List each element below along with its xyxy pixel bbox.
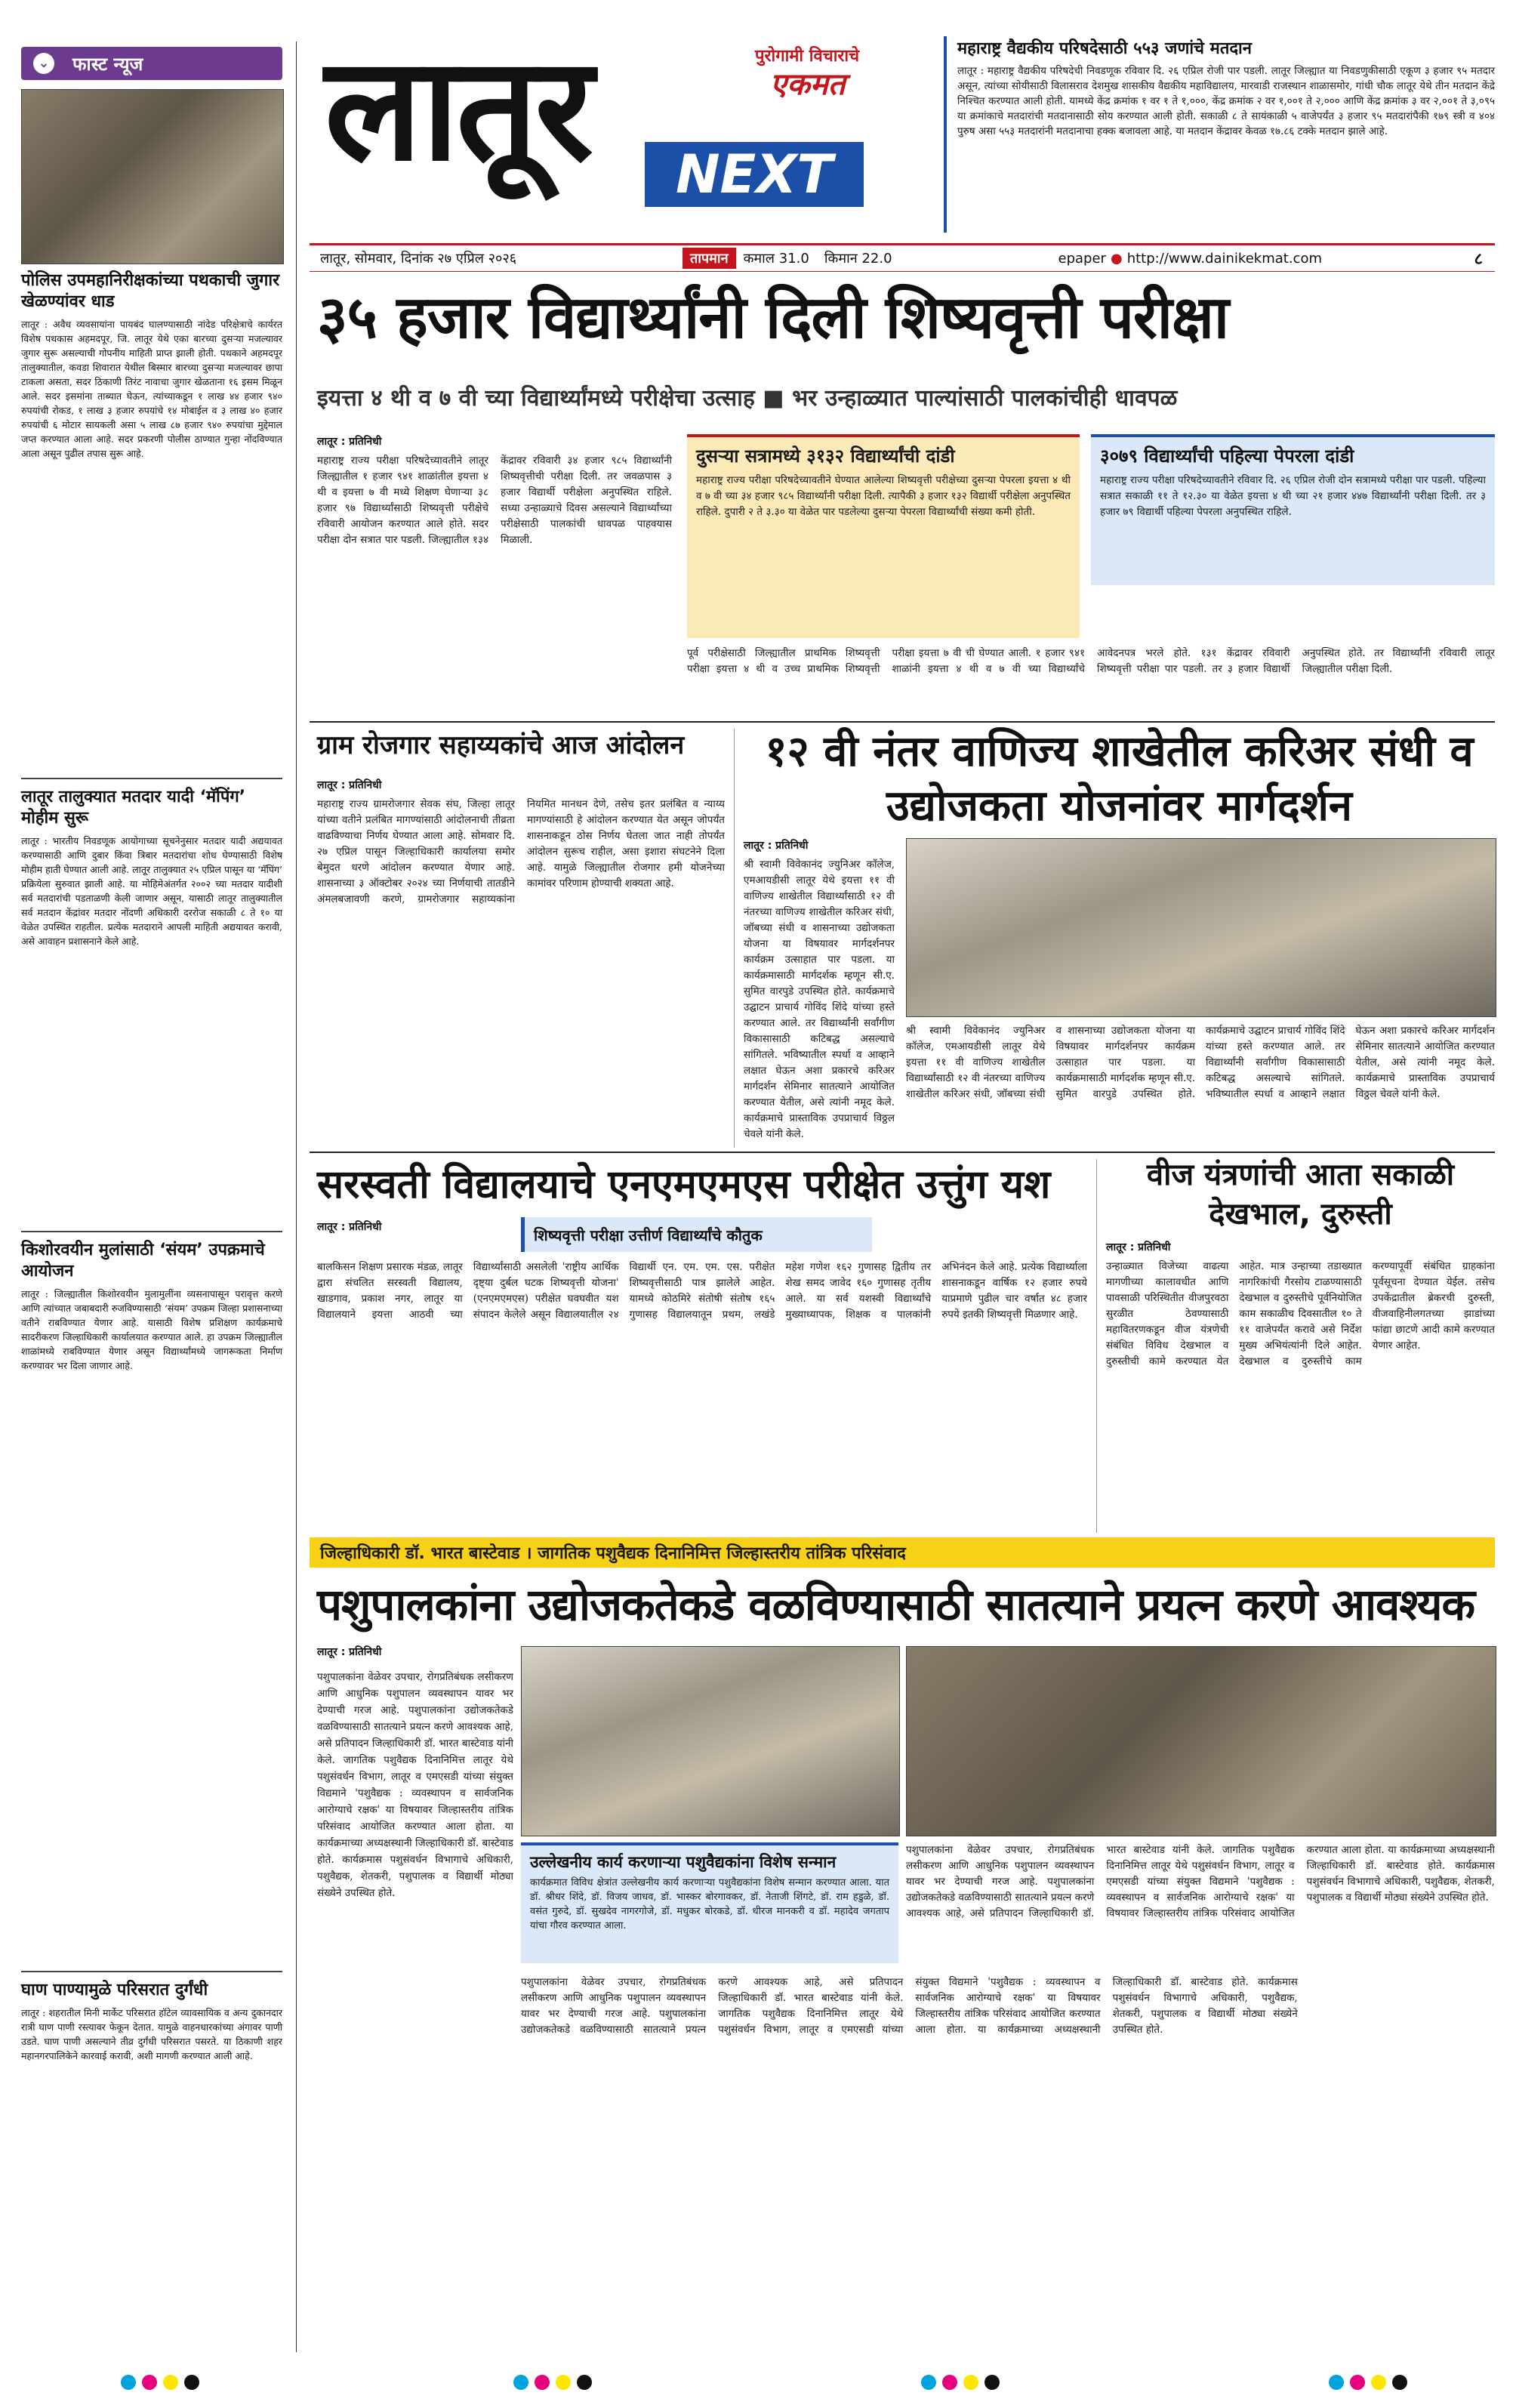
epaper-label: epaper — [1058, 250, 1106, 267]
vet-body: पशुपालकांना वेळेवर उपचार, रोगप्रतिबंधक लसीकरण आणि आधुनिक पशुपालन व्यवस्थापन यावर भर देण्याची गरज आहे. पशुपालकांना उद्योजकतेकडे वळविण्यासाठी सातत्याने प्रयत्न करणे आवश्यक आहे, असे प्रतिपादन जिल्हाधिकारी डॉ. भारत बास्टेवाड यांनी केले. जागतिक पशुवैद्यक दिनानिमित्त लातूर येथे पशुसंवर्धन विभाग, लातूर व एमएसडी यांच्या संयुक्त विद्यमाने 'पशुवैद्यक : व्यवस्थापन व सार्वजनिक आरोग्याचे रक्षक' या विषयावर जिल्हास्तरीय तांत्रिक परिसंवाद आयोजित करण्यात आला होता. या कार्यक्रमाच्या अध्यक्षस्थानी जिल्हाधिकारी डॉ. बास्टेवाड होते. कार्यक्रमास पशुसंवर्धन विभागाचे अधिकारी, पशुवैद्यक, शेतकरी, पशुपालक व विद्यार्थी मोठ्या संख्येने उपस्थित होते. — [521, 1976, 1298, 2036]
top-right-body: लातूर : महाराष्ट्र वैद्यकीय परिषदेची निवडणूक रविवार दि. २६ एप्रिल रोजी पार पडली. लातूर जिल्ह्यात या निवडणुकीसाठी एकूण ३ हजार ९५ मतदार असून, त्यांच्या सोयीसाठी विलासराव देशमुख शासकीय वैद्यकीय महाविद्यालय, मारवाडी राजस्थान शाळासमोर, गांधी चौक लातूर येथे तीन मतदान केंद्रे निश्चित करण्यात आली होती. यामध्ये केंद्र क्रमांक १ वर १ ते १,०००, केंद्र क्रमांक २ वर १,००१ ते २,००० आणि केंद्र क्रमांक ३ वर २,००१ ते ३,०९५ या क्रमांकाचे मतदारांची मतदानासाठी सोय करण्यात आली होती. सकाळी ८ ते सायंकाळी ५ वाजेपर्यंत ३ हजार ९५ मतदारांपैकी १७९ स्त्री व ४०४ पुरुष असा ५५३ मतदारांनी मतदानाचा हक्क बजावला आहे. या मतदान केंद्रावर केवळ १७.८६ टक्के मतदान झाले आहे. — [957, 65, 1495, 137]
section-divider — [310, 1152, 1495, 1153]
info-box-2 — [1091, 434, 1495, 585]
info-box-1-title: दुसऱ्या सत्रामध्ये ३१३२ विद्यार्थ्यांची दांडी — [696, 446, 955, 467]
saraswati-box-title: शिष्यवृत्ती परीक्षा उत्तीर्ण विद्यार्थ्यांचे कौतुक — [534, 1226, 763, 1244]
event-strip-text: जिल्हाधिकारी डॉ. भारत बास्टेवाड । जागतिक पशुवैद्यक दिनानिमित्त जिल्हास्तरीय तांत्रिक परिसंवाद — [320, 1544, 906, 1563]
column-rule — [1096, 1159, 1097, 1533]
sidebar-photo — [21, 89, 284, 264]
top-right-headline: महाराष्ट्र वैद्यकीय परिषदेसाठी ५५३ जणांचे मतदान — [957, 39, 1252, 58]
masthead-brand: एकमत — [770, 67, 846, 102]
main-story-body: महाराष्ट्र राज्य परीक्षा परिषदेच्यावतीने लातूर जिल्ह्यातील १ हजार ९४१ शाळांतील इयत्ता ४ थी व इयत्ता ७ वी मध्ये शिक्षण घेणाऱ्या ३८ हजार ९७ विद्यार्थ्यांसाठी शिष्यवृत्ती परीक्षेचे रविवारी आयोजन करण्यात आले होते. सदर परीक्षा दोन सत्रात पार पडली. जिल्ह्यातील १३४ केंद्रावर रविवारी ३४ हजार ९८५ विद्यार्थ्यांनी शिष्यवृत्तीची परीक्षा दिली. तर जवळपास ३ हजार विद्यार्थी परीक्षेला अनुपस्थित राहिले. सध्या उन्हाळ्याचे दिवस असल्याने विद्यार्थ्यांच्या परीक्षेसाठी पालकांची धावपळ पाहवयास मिळाली. — [317, 455, 672, 546]
sidebar-story-body: लातूर : भारतीय निवडणूक आयोगाच्या सूचनेनुसार मतदार यादी अद्ययावत करण्यासाठी आणि दुबार किंवा त्रिबार मतदारांचा शोध घेण्यासाठी विशेष मोहीम हाती घेण्यात आली आहे. लातूर तालुक्यात २५ एप्रिल पासून या ‘मॅपिंग’ प्रक्रियेला सुरुवात झाली आहे. या मोहिमेअंतर्गत २००२ च्या मतदार यादीशी सर्व मतदारांची पडताळणी केली जाणार असून, यासाठी लातूर तालुक्यातील सर्व मतदान केंद्रांवर मतदार नोंदणी अधिकारी दररोज सकाळी ८ ते १० या वेळेत उपस्थित राहतील. प्रत्येक मतदाराने आपली माहिती अद्ययावत करावी, असे आवाहन प्रशासनाने केले आहे. — [21, 835, 282, 947]
byline: लातूर : प्रतिनिधी — [317, 1221, 382, 1233]
sidebar-story-headline: पोलिस उपमहानिरीक्षकांच्या पथकाची जुगार खेळण्यांवर धाड — [21, 271, 280, 311]
sidebar-divider — [21, 1231, 282, 1232]
sidebar-story-body: लातूर : शहरातील मिनी मार्केट परिसरात हॉटेल व्यावसायिक व अन्य दुकानदार रात्री घाण पाणी रस्त्यावर फेकून देतात. यामुळे वाहनधारकांच्या अंगावर पाणी उडते. घाण पाणी असल्याने तीव्र दुर्गंधी परिसरात पसरते. या ठिकाणी शहर महानगरपालिकेने कारवाई करावी, अशी मागणी करण्यात आली आहे. — [21, 2007, 282, 2061]
top-right-story — [944, 36, 1495, 233]
vet-caption-body: कार्यक्रमात विविध क्षेत्रांत उल्लेखनीय कार्य करणाऱ्या पशुवैद्यकांना विशेष सन्मान करण्यात आला. यात डॉ. श्रीधर शिंदे, डॉ. विजय जाधव, डॉ. भास्कर बोरगावकर, डॉ. नेताजी शिंगटे, डॉ. राम हडुळे, डॉ. वसंत गुरुदे, डॉ. सुखदेव नागरगोजे, डॉ. मधुकर बोरकडे, डॉ. धीरज मानकरी व डॉ. महादेव जगताप यांचा गौरव करण्यात आला. — [530, 1877, 889, 1932]
sidebar-story-4 — [21, 1980, 282, 2063]
info-box-1-body: महाराष्ट्र राज्य परीक्षा परिषदेच्यावतीने घेण्यात आलेल्या शिष्यवृत्ती परीक्षेच्या दुसऱ्या पेपरला इयत्ता ४ थी व ७ वी च्या ३४ हजार ९८५ विद्यार्थ्यांनी परीक्षा दिली. त्यापैकी ३ हजार १३२ विद्यार्थी परीक्षेला अनुपस्थित राहिले. दुपारी २ ते ३.३० या वेळेत पार पडलेल्या दुसऱ्या पेपरला विद्यार्थ्यांची संख्या कमी होती. — [696, 474, 1071, 518]
saraswati-body-col — [317, 1219, 513, 1238]
masthead — [310, 26, 936, 234]
sidebar-story-body: लातूर : जिल्ह्यातील किशोरवयीन मुलामुलींना व्यसनापासून परावृत्त करणे आणि त्यांच्यात जबाबदारी रुजविण्यासाठी ‘संयम’ उपक्रम जिल्हा प्रशासनाच्या वतीने राबविण्यात येणार आहे. यासाठी विशेष प्रशिक्षण कार्यक्रमाचे सादरीकरण जिल्हाधिकारी कार्यालयात करण्यात आले. हा उपक्रम जिल्ह्यातील शाळांमध्ये राबविण्यात येणार असून विद्यार्थ्यांमध्ये जागरूकता निर्माण करण्यावर भर दिला जाणार आहे. — [21, 1288, 282, 1371]
masthead-next: NEXT — [645, 142, 864, 207]
vet-body-col — [317, 1645, 513, 1663]
electricity-body: उन्हाळ्यात विजेच्या वाढत्या मागणीच्या कालावधीत आणि पावसाळी परिस्थितीत वीजपुरवठा सुरळीत ठेवण्यासाठी महावितरणकडून वीज यंत्रणेची संबंधित विविध देखभाल व दुरुस्तीची कामे करण्यात येत आहेत. मात्र उन्हाच्या तडाख्यात नागरिकांची गैरसोय टाळण्यासाठी देखभाल व दुरुस्तीचे पूर्वनियोजित काम सकाळीच दिवसातील १० ते ११ वाजेपर्यंत करावे असे निर्देश मुख्य अभियंत्यांनी दिले आहेत. देखभाल व दुरुस्तीचे काम करण्यापूर्वी संबंधित ग्राहकांना पूर्वसूचना देण्यात येईल. तसेच उपकेंद्रातील ब्रेकरची दुरुस्ती, वीजवाहिनीलगतच्या झाडांच्या फांद्या छाटणे आदी कामे करण्यात येणार आहेत. — [1106, 1260, 1495, 1367]
sidebar-story-headline: किशोरवयीन मुलांसाठी ‘संयम’ उपक्रमाचे आयोजन — [21, 1241, 265, 1281]
section-divider — [310, 721, 1495, 723]
column-rule — [734, 729, 735, 1148]
sidebar-story-3 — [21, 1240, 282, 1373]
byline: लातूर : प्रतिनिधी — [744, 840, 809, 852]
info-box-1 — [687, 434, 1080, 638]
temp-label: तापमान — [683, 248, 736, 269]
globe-icon: ● — [1110, 250, 1123, 267]
saraswati-headline: सरस्वती विद्यालयाचे एनएमएमएस परीक्षेत उत्तुंग यश — [317, 1162, 1051, 1207]
vet-headline: पशुपालकांना उद्योजकतेकडे वळविण्यासाठी सातत्याने प्रयत्न करणे आवश्यक — [317, 1579, 1475, 1630]
masthead-tagline: पुरोगामी विचाराचे — [755, 47, 860, 66]
electricity-body-col — [1106, 1240, 1495, 1531]
commerce-body-continued: श्री स्वामी विवेकानंद ज्युनिअर कॉलेज, एमआयडीसी लातूर येथे इयत्ता ११ वी वाणिज्य शाखेतील विद्यार्थ्यांसाठी १२ वी नंतरच्या वाणिज्य शाखेतील करिअर संधी, जॉबच्या संधी व शासनाच्या उद्योजकता योजना या विषयावर मार्गदर्शनपर कार्यक्रम उत्साहात पार पडला. या कार्यक्रमासाठी मार्गदर्शक म्हणून सी.ए. सुमित वारपुडे उपस्थित होते. कार्यक्रमाचे उद्घाटन प्राचार्य गोविंद शिंदे यांच्या हस्ते करण्यात आले. तर विद्यार्थ्यांनी सर्वांगीण विकासासाठी कटिबद्ध असल्याचे सांगितले. भविष्यातील स्पर्धा व आव्हाने लक्षात घेऊन अशा प्रकारचे करिअर मार्गदर्शन सेमिनार सातत्याने आयोजित करण्यात येतील, असे त्यांनी नमूद केले. कार्यक्रमाचे प्रास्ताविक उपप्राचार्य विठ्ठल चेवले यांनी केले. — [906, 1025, 1495, 1100]
byline: लातूर : प्रतिनिधी — [317, 1646, 382, 1658]
column-rule — [296, 42, 297, 2352]
temp-max: कमाल 31.0 — [743, 251, 809, 267]
sidebar-story-1 — [21, 270, 282, 461]
event-strip — [310, 1537, 1495, 1568]
main-story-continued: पूर्व परीक्षेसाठी जिल्ह्यातील प्राथमिक शिष्यवृत्ती परीक्षा इयत्ता ४ थी व उच्च प्राथमिक शिष्यवृत्ती परीक्षा इयत्ता ७ वी ची घेण्यात आली. १ हजार ९४१ शाळांनी इयत्ता ४ थी व ७ वी च्या विद्यार्थ्यांचे आवेदनपत्र भरले होते. १३१ केंद्रावर रविवारी शिष्यवृत्ती परीक्षा पार पडली. तर ३ हजार विद्यार्थी अनुपस्थित होते. तर विद्यार्थ्यांनी रविवारी लातूर जिल्ह्यातील परीक्षा दिली. — [687, 647, 1495, 675]
chevron-down-icon: ⌄ — [33, 53, 54, 74]
fast-news-label — [21, 47, 282, 80]
rojgar-headline: ग्राम रोजगार सहाय्यकांचे आज आंदोलन — [317, 730, 685, 760]
sidebar-story-headline: घाण पाण्यामुळे परिसरात दुर्गंधी — [21, 1981, 208, 1999]
byline: लातूर : प्रतिनिधी — [317, 779, 382, 791]
vet-photo-2 — [906, 1646, 1496, 1836]
temp-min: किमान 22.0 — [824, 251, 892, 267]
electricity-headline: वीज यंत्रणांची आता सकाळी देखभाल, दुरुस्ती — [1146, 1158, 1455, 1232]
print-color-marks — [0, 2375, 1516, 2397]
page-number: ८ — [1474, 250, 1483, 269]
dateline-bar — [310, 243, 1495, 272]
commerce-photo — [906, 838, 1496, 1017]
fast-news-text: फास्ट न्यूज — [72, 53, 143, 75]
vet-body-right: पशुपालकांना वेळेवर उपचार, रोगप्रतिबंधक लसीकरण आणि आधुनिक पशुपालन व्यवस्थापन यावर भर देण्याची गरज आहे. पशुपालकांना उद्योजकतेकडे वळविण्यासाठी सातत्याने प्रयत्न करणे आवश्यक आहे, असे प्रतिपादन जिल्हाधिकारी डॉ. भारत बास्टेवाड यांनी केले. जागतिक पशुवैद्यक दिनानिमित्त लातूर येथे पशुसंवर्धन विभाग, लातूर व एमएसडी यांच्या संयुक्त विद्यमाने 'पशुवैद्यक : व्यवस्थापन व सार्वजनिक आरोग्याचे रक्षक' या विषयावर जिल्हास्तरीय तांत्रिक परिसंवाद आयोजित करण्यात आला होता. या कार्यक्रमाच्या अध्यक्षस्थानी जिल्हाधिकारी डॉ. बास्टेवाड होते. कार्यक्रमास पशुसंवर्धन विभागाचे अधिकारी, पशुवैद्यक, शेतकरी, पशुपालक व विद्यार्थी मोठ्या संख्येने उपस्थित होते. — [906, 1844, 1495, 1919]
sidebar-story-headline: लातूर तालुक्यात मतदार यादी ‘मॅपिंग’ मोहीम सुरू — [21, 788, 246, 828]
rojgar-body: महाराष्ट्र राज्य ग्रामरोजगार सेवक संघ, जिल्हा लातूर यांच्या वतीने प्रलंबित मागण्यांसाठी आंदोलनाची तीव्रता वाढविण्याचा निर्णय घेण्यात आला आहे. सोमवार दि. २७ एप्रिल पासून जिल्हाधिकारी कार्यालया समोर बेमुदत धरणे आंदोलन करण्यात येणार आहे. शासनाच्या ३ ऑक्टोबर २०२४ च्या निर्णयाची तातडीने अंमलबजावणी करणे, ग्रामरोजगार सहाय्यकांना नियमित मानधन देणे, तसेच इतर प्रलंबित व न्याय्य मागण्यांसाठी हे आंदोलन करण्यात येत असून जोपर्यंत शासनाकडून ठोस निर्णय घेतला जात नाही तोपर्यंत आंदोलन सुरूच राहील, असा इशारा संघटनेने दिला आहे. यामुळे जिल्ह्यातील रोजगार हमी योजनेच्या कामांवर परिणाम होण्याची शक्यता आहे. — [317, 798, 725, 905]
main-subhead: इयत्ता ४ थी व ७ वी च्या विद्यार्थ्यांमध्ये परीक्षेचा उत्साह ■ भर उन्हाळ्यात पाल्यांसाठी पालकांचीही धावपळ — [317, 385, 1178, 412]
info-box-2-title: ३०७९ विद्यार्थ्यांची पहिल्या पेपरला दांडी — [1100, 446, 1354, 467]
sidebar-divider — [21, 778, 282, 779]
date-line: लातूर, सोमवार, दिनांक २७ एप्रिल २०२६ — [320, 251, 517, 267]
masthead-title: लातूर — [325, 26, 591, 193]
rojgar-body-col — [317, 778, 725, 908]
byline: लातूर : प्रतिनिधी — [1106, 1241, 1171, 1253]
main-headline: ३५ हजार विद्यार्थ्यांनी दिली शिष्यवृत्ती परीक्षा — [317, 284, 1229, 352]
commerce-body-col — [744, 838, 895, 1144]
sidebar-story-body: लातूर : अवैध व्यवसायांना पायबंद घालण्यासाठी नांदेड परिक्षेत्राचे कार्यरत विशेष पथकास अहमदपूर, जि. लातूर येथे एका बारच्या दुसऱ्या मजल्यावर जुगार सुरू असल्याची गोपनीय माहिती प्राप्त झाली होती. पथकाने अहमदपूर तालुक्यातील, कवडा शिवारात येथील बिस्मार बारच्या दुसऱ्या मजल्यावर छापा टाकला असता, सदर ठिकाणी तिरंट नावाचा जुगार खेळताना १६ इसम मिळून आले. सदर इसमांना ताब्यात घेऊन, त्यांच्याकडून १ लाख ४४ हजार ९४० रुपयांची रोकड, १ लाख ३ हजार रुपयांचे १४ मोबाईल व ३ लाख ४० हजार रुपयांची ६ मोटार सायकली असा ५ लाख ८७ हजार ९४० रुपयांचा मुद्देमाल जप्त करण्यात आला आहे. सदर प्रकरणी पोलीस ठाण्यात गुन्हा नोंदविण्यात आला असून पुढील तपास सुरू आहे. — [21, 319, 282, 459]
vet-caption-title: उल्लेखनीय कार्य करणाऱ्या पशुवैद्यकांना विशेष सन्मान — [530, 1853, 837, 1871]
vet-caption — [521, 1842, 898, 1963]
main-story-body-col — [317, 434, 672, 548]
sidebar-story-2 — [21, 787, 282, 948]
info-box-2-body: महाराष्ट्र राज्य परीक्षा परिषदेच्यावतीने रविवार दि. २६ एप्रिल रोजी दोन सत्रामध्ये परीक्षा पार पडली. पहिल्या सत्रात सकाळी ११ ते १२.३० या वेळेत इयत्ता ४ थी च्या २१ हजार ४४७ विद्यार्थ्यांनी परीक्षा दिली. तर ३ हजार ७९ विद्यार्थी पहिल्या पेपरला अनुपस्थित राहिले. — [1100, 474, 1486, 518]
byline: लातूर : प्रतिनिधी — [317, 436, 382, 448]
sidebar-divider — [21, 1971, 282, 1972]
commerce-body: श्री स्वामी विवेकानंद ज्युनिअर कॉलेज, एमआयडीसी लातूर येथे इयत्ता ११ वी वाणिज्य शाखेतील विद्यार्थ्यांसाठी १२ वी नंतरच्या वाणिज्य शाखेतील करिअर संधी, जॉबच्या संधी व शासनाच्या उद्योजकता योजना या विषयावर मार्गदर्शनपर कार्यक्रम उत्साहात पार पडला. या कार्यक्रमासाठी मार्गदर्शक म्हणून सी.ए. सुमित वारपुडे उपस्थित होते. कार्यक्रमाचे उद्घाटन प्राचार्य गोविंद शिंदे यांच्या हस्ते करण्यात आले. तर विद्यार्थ्यांनी सर्वांगीण विकासासाठी कटिबद्ध असल्याचे सांगितले. भविष्यातील स्पर्धा व आव्हाने लक्षात घेऊन अशा प्रकारचे करिअर मार्गदर्शन सेमिनार सातत्याने आयोजित करण्यात येतील, असे त्यांनी नमूद केले. कार्यक्रमाचे प्रास्ताविक उपप्राचार्य विठ्ठल चेवले यांनी केले. — [744, 859, 895, 1140]
vet-photo-1 — [521, 1646, 900, 1836]
vet-body-left: पशुपालकांना वेळेवर उपचार, रोगप्रतिबंधक लसीकरण आणि आधुनिक पशुपालन व्यवस्थापन यावर भर देण्याची गरज आहे. पशुपालकांना उद्योजकतेकडे वळविण्यासाठी सातत्याने प्रयत्न करणे आवश्यक आहे, असे प्रतिपादन जिल्हाधिकारी डॉ. भारत बास्टेवाड यांनी केले. जागतिक पशुवैद्यक दिनानिमित्त लातूर येथे पशुसंवर्धन विभाग, लातूर व एमएसडी यांच्या संयुक्त विद्यमाने 'पशुवैद्यक : व्यवस्थापन व सार्वजनिक आरोग्याचे रक्षक' या विषयावर जिल्हास्तरीय तांत्रिक परिसंवाद आयोजित करण्यात आला होता. या कार्यक्रमाच्या अध्यक्षस्थानी जिल्हाधिकारी डॉ. बास्टेवाड होते. कार्यक्रमास पशुसंवर्धन विभागाचे अधिकारी, पशुवैद्यक, शेतकरी, पशुपालक व विद्यार्थी मोठ्या संख्येने उपस्थित होते. — [317, 1671, 513, 1899]
site-url[interactable]: http://www.dainikekmat.com — [1126, 250, 1322, 267]
saraswati-box — [521, 1217, 872, 1252]
commerce-headline: १२ वी नंतर वाणिज्य शाखेतील करिअर संधी व उद्योजकता योजनांवर मार्गदर्शन — [765, 727, 1474, 831]
saraswati-body: बालकिसन शिक्षण प्रसारक मंडळ, लातूर द्वारा संचलित सरस्वती विद्यालय, खाडगाव, प्रकाश नगर, लातूर या विद्यालयाने इयत्ता आठवी च्या विद्यार्थ्यांसाठी असलेली 'राष्ट्रीय आर्थिक दृष्ट्या दुर्बल घटक शिष्यवृत्ती योजना' (एनएमएमएस) परीक्षेत घवघवीत यश संपादन केलेले असून विद्यालयातील २४ विद्यार्थी एन. एम. एम. एस. परीक्षेत शिष्यवृत्तीसाठी पात्र झालेले आहेत. यामध्ये कोठमिरे संतोषी संतोष १६५ गुणासह विद्यालयातून प्रथम, लखंडे महेश गणेश १६२ गुणासह द्वितीय तर शेख समद जावेद १६० गुणासह तृतीय आले. या सर्व यशस्वी विद्यार्थ्यांचे मुख्याध्यापक, शिक्षक व पालकांनी अभिनंदन केले आहे. प्रत्येक विद्यार्थ्याला शासनाकडून वार्षिक १२ हजार रुपये याप्रमाणे पुढील चार वर्षात ४८ हजार रुपये इतकी शिष्यवृत्ती मिळणार आहे. — [317, 1261, 1087, 1321]
